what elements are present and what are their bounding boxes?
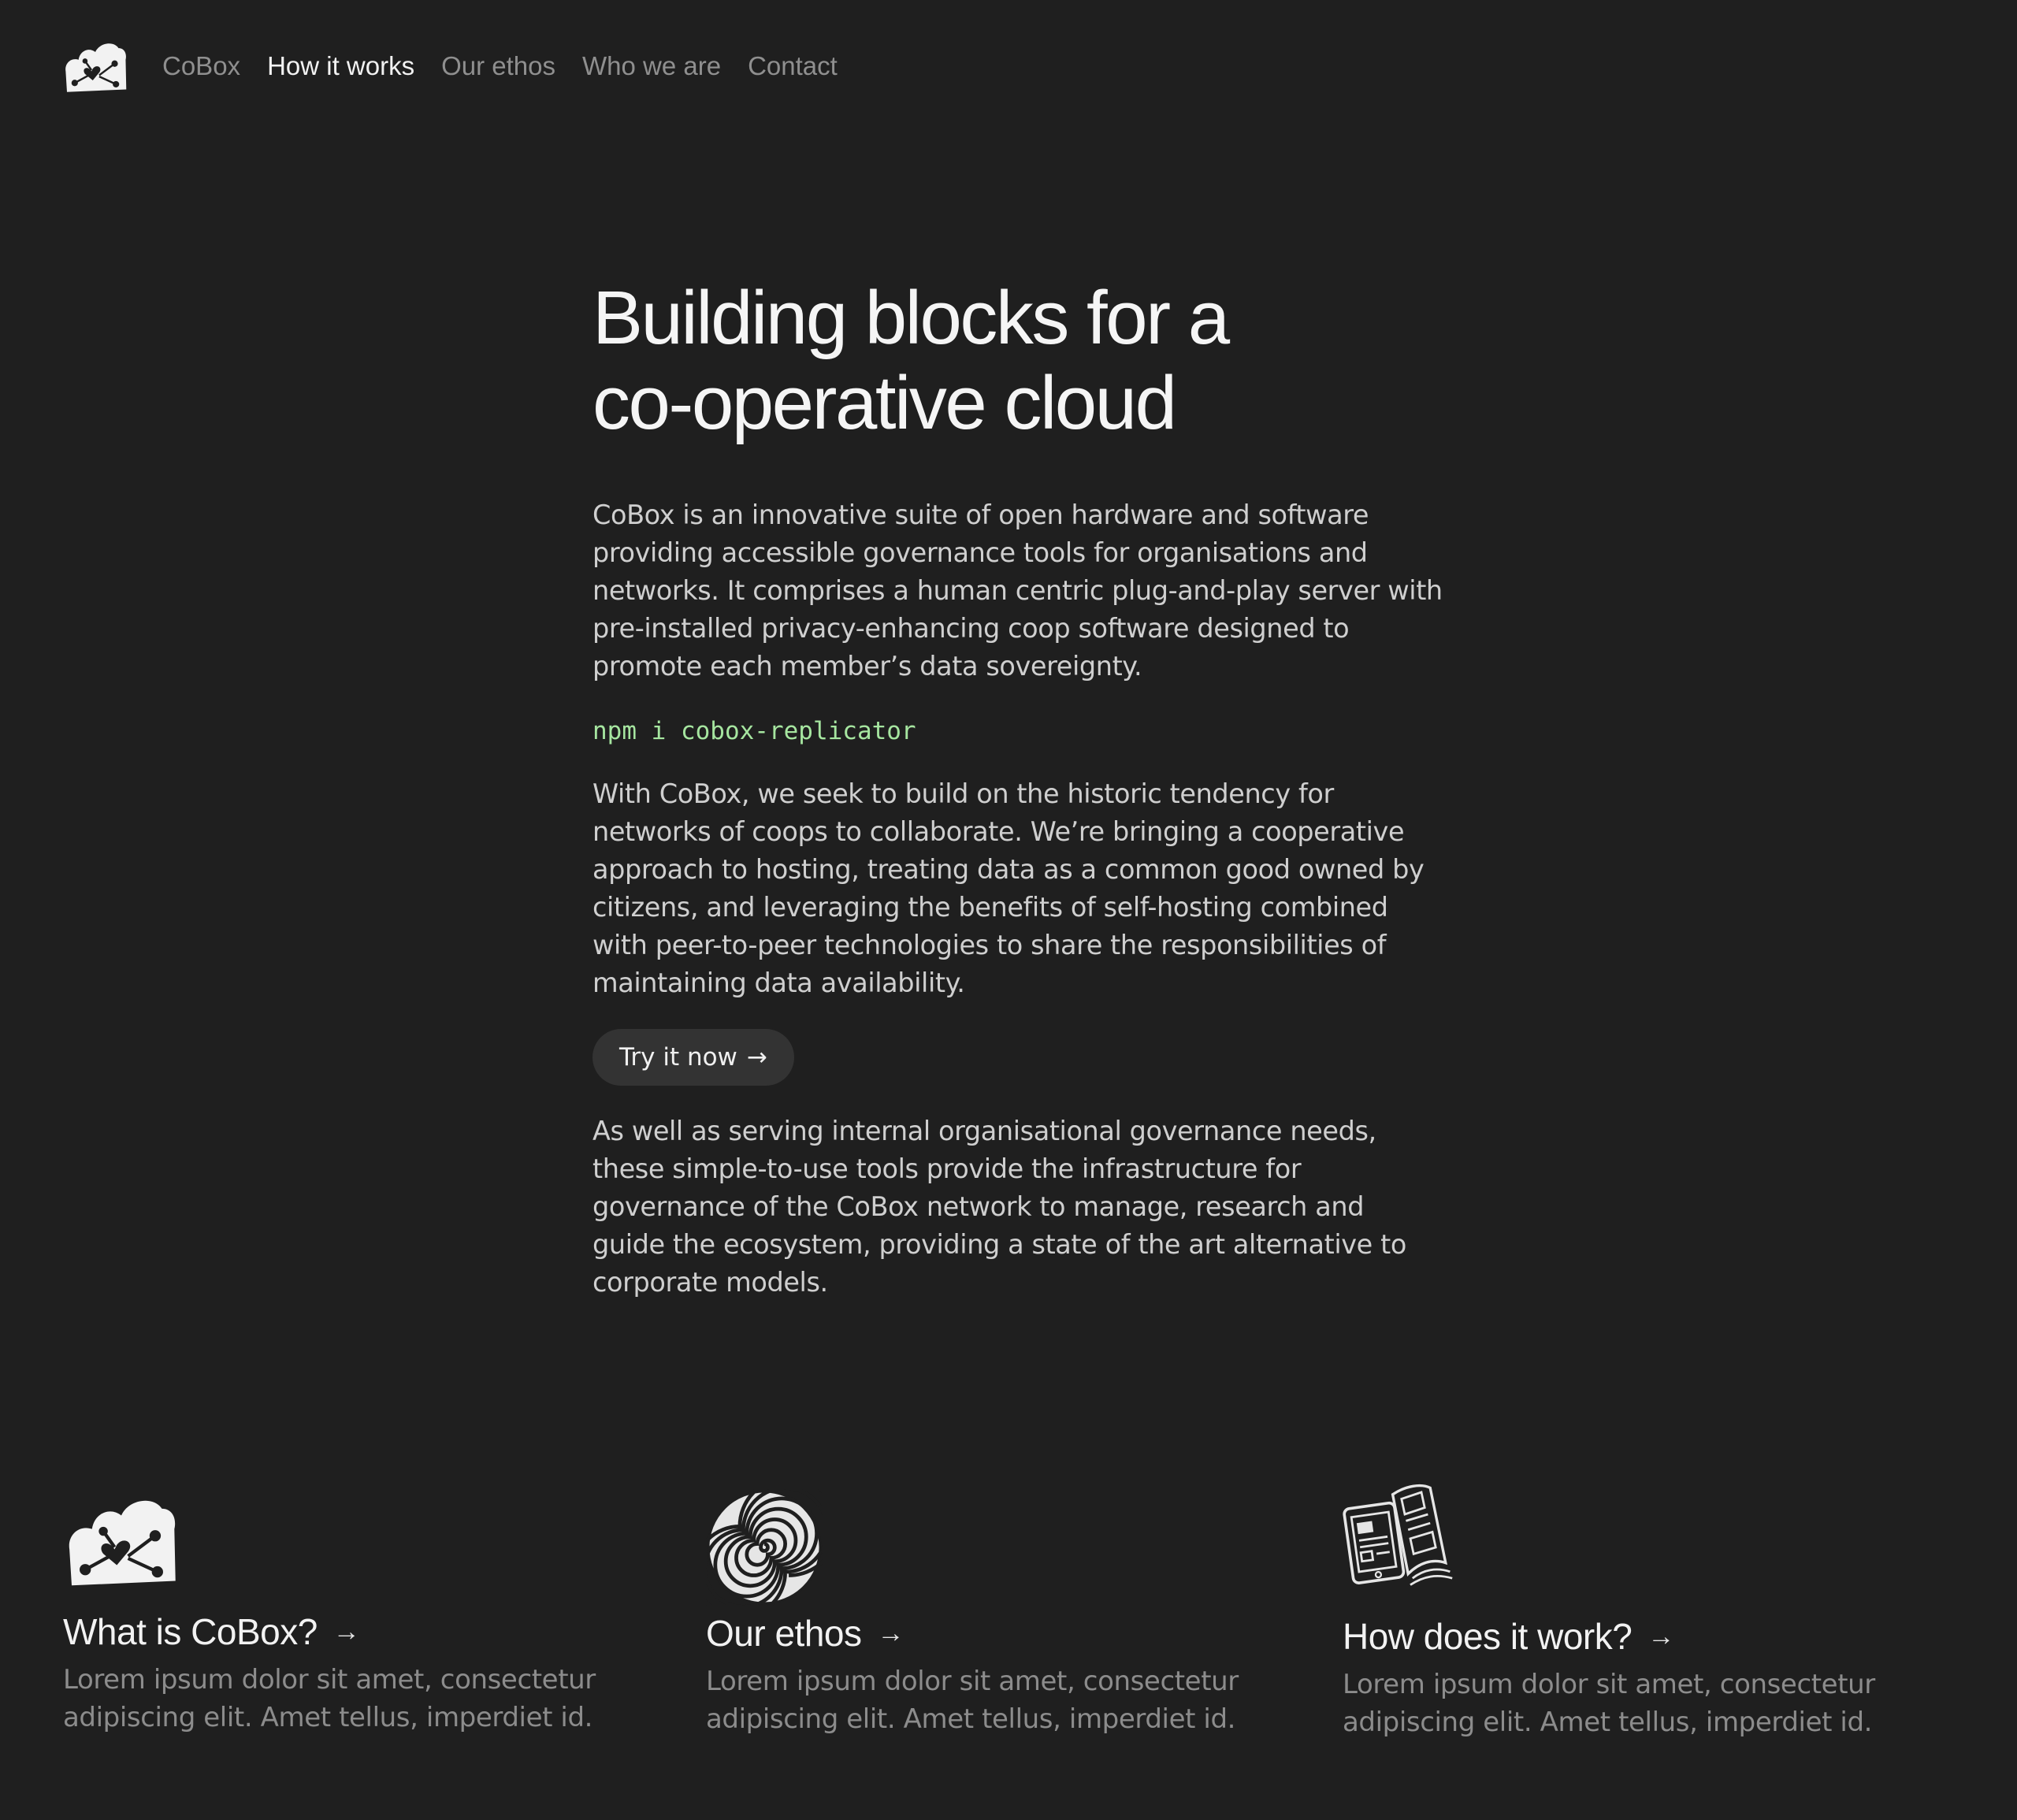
page-title <box>592 276 1443 446</box>
arrow-right-icon: → <box>332 1616 360 1647</box>
page-title-line-1: Building blocks for a <box>592 276 1228 360</box>
body-paragraph: With CoBox, we seek to build on the historic tendency for networks of coops to collaborate. We’re bringing a cooperative approach to hosting, treating data as a common good owned by citizens, and leveraging the benefits of self-hosting combined with peer-to-peer technologies to share the responsibilities of maintaining data availability. <box>592 778 1425 998</box>
try-it-now-button[interactable] <box>592 1029 794 1086</box>
arrow-right-icon: → <box>1647 1621 1674 1651</box>
feature-cards <box>63 1481 1985 1765</box>
card-title[interactable] <box>63 1610 630 1653</box>
closing-paragraph: As well as serving internal organisational governance needs, these simple-to-use tools provide the infrastructure for governance of the CoBox network to manage, research and guide the ecosystem, providing a state of the art alternative to corporate models. <box>592 1116 1406 1298</box>
nav-link-our-ethos[interactable]: Our ethos <box>441 51 556 80</box>
card-title-text: Our ethos <box>706 1613 862 1654</box>
nav-links <box>162 51 864 81</box>
card-title[interactable] <box>1343 1615 1910 1658</box>
card-our-ethos[interactable] <box>706 1489 1273 1738</box>
card-description: Lorem ipsum dolor sit amet, consectetur adipiscing elit. Amet tellus, imperdiet id. <box>1343 1669 1875 1738</box>
top-nav <box>63 35 864 98</box>
nav-link-who-we-are[interactable]: Who we are <box>582 51 722 80</box>
cloud-heart-network-icon <box>63 1491 180 1590</box>
card-title[interactable] <box>706 1612 1273 1655</box>
card-description: Lorem ipsum dolor sit amet, consectetur adipiscing elit. Amet tellus, imperdiet id. <box>706 1666 1239 1735</box>
nav-link-how-it-works[interactable]: How it works <box>267 51 415 80</box>
cloud-heart-network-icon[interactable] <box>63 38 128 95</box>
card-what-is-cobox[interactable] <box>63 1491 630 1736</box>
nav-link-contact[interactable]: Contact <box>748 51 838 80</box>
card-title-text: How does it work? <box>1343 1616 1633 1657</box>
nav-link-cobox[interactable]: CoBox <box>162 51 241 80</box>
arrow-right-icon: → <box>746 1043 767 1072</box>
intro-paragraph: CoBox is an innovative suite of open hardware and software providing accessible governance tools for organisations and networks. It comprises a human centric plug-and-play server with pre-installed privacy-enhancing coop software designed to promote each member’s data sovereignty. <box>592 500 1443 682</box>
card-title-text: What is CoBox? <box>63 1611 318 1652</box>
card-description: Lorem ipsum dolor sit amet, consectetur adipiscing elit. Amet tellus, imperdiet id. <box>63 1664 596 1733</box>
install-command[interactable]: npm i cobox-replicator <box>592 717 916 745</box>
spiral-icon <box>706 1489 823 1606</box>
try-it-now-label: Try it now <box>619 1043 737 1072</box>
main-content <box>592 276 1443 1302</box>
arrow-right-icon: → <box>877 1618 904 1648</box>
phone-newspaper-icon <box>1343 1481 1456 1592</box>
card-how-does-it-work[interactable] <box>1343 1481 1910 1741</box>
page-title-line-2: co-operative cloud <box>592 361 1176 445</box>
